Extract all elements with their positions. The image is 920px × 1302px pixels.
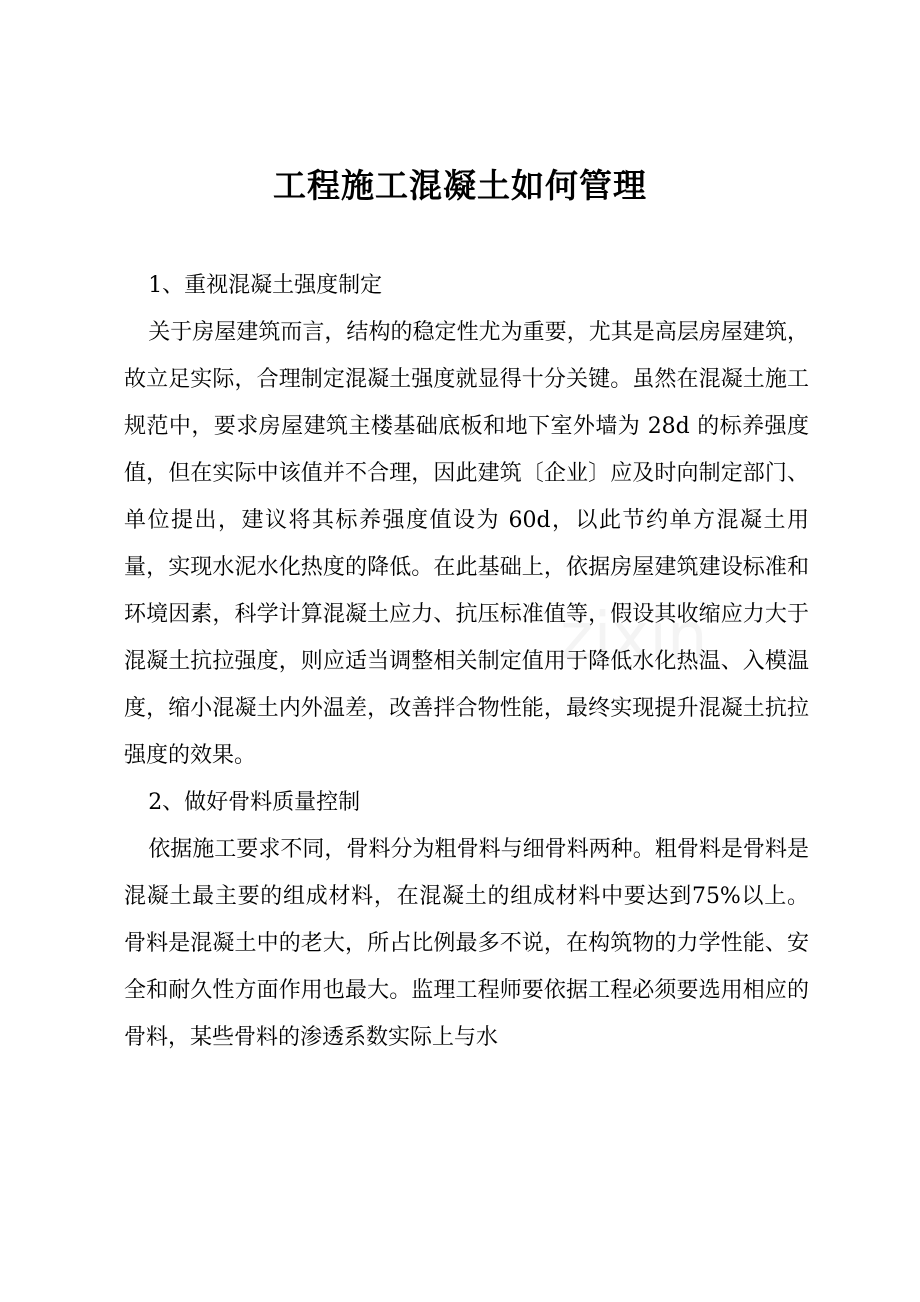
document-body xyxy=(124,262,809,1061)
section-2-heading: 2、做好骨料质量控制 xyxy=(148,790,361,815)
section-1-heading: 1、重视混凝土强度制定 xyxy=(148,273,383,298)
section-1-paragraph: 关于房屋建筑而言，结构的稳定性尤为重要，尤其是高层房屋建筑，故立足实际，合理制定混凝土强度就显得十分关键。虽然在混凝土施工规范中，要求房屋建筑主楼基础底板和地下室外墙为 28d 的标养强度值，但在实际中该值并不合理，因此建筑〔企业〕应及时向制定部门、单位提出，建议将其标养强度值设为 60d，以此节约单方混凝土用量，实现水泥水化热度的降低。在此基础上，依据房屋建筑建设标准和环境因素，科学计算混凝土应力、抗压标准值等，假设其收缩应力大于混凝土抗拉强度，则应适当调整相关制定值用于降低水化热温、入模温度，缩小混凝土内外温差，改善拌合物性能，最终实现提升混凝土抗拉强度的效果。 xyxy=(124,320,809,768)
section-2-paragraph: 依据施工要求不同，骨料分为粗骨料与细骨料两种。粗骨料是骨料是混凝土最主要的组成材料，在混凝土的组成材料中要达到75%以上。骨料是混凝土中的老大，所占比例最多不说，在构筑物的力学性能、安全和耐久性方面作用也最大。监理工程师要依据工程必须要选用相应的骨料，某些骨料的渗透系数实际上与水 xyxy=(124,837,809,1050)
document-title: 工程施工混凝土如何管理 xyxy=(273,166,647,205)
